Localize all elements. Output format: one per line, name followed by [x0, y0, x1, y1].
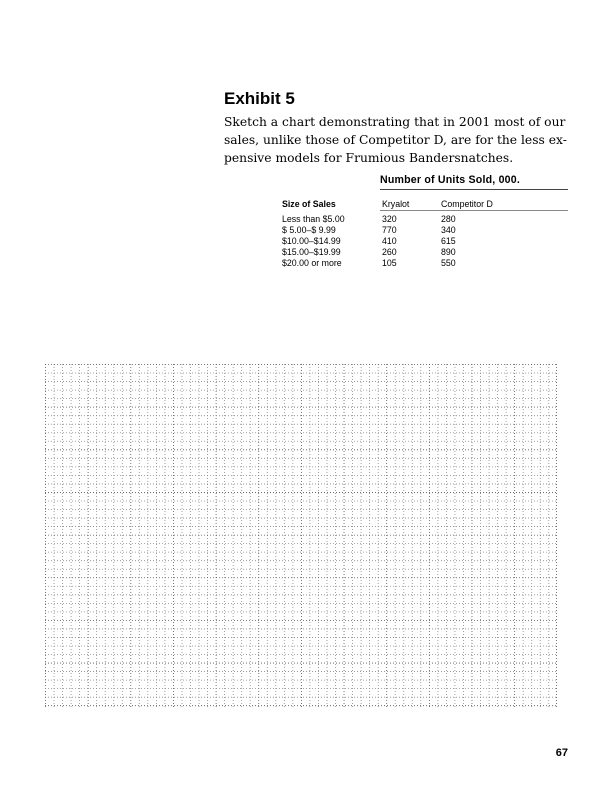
cell-size: Less than $5.00 [282, 214, 345, 224]
cell-size: $20.00 or more [282, 258, 342, 268]
cell-competitor: 890 [441, 247, 456, 257]
prompt-line: sales, unlike those of Competitor D, are for the less ex- [224, 133, 567, 147]
cell-size: $15.00–$19.99 [282, 247, 341, 257]
prompt-line: Sketch a chart demonstrating that in 2001 most of our [224, 115, 566, 129]
graph-paper-grid [45, 364, 557, 708]
cell-kryalot: 260 [382, 247, 397, 257]
prompt-line: pensive models for Frumious Bandersnatches. [224, 151, 514, 165]
column-header-rule [380, 210, 568, 211]
column-header-competitor: Competitor D [441, 199, 493, 209]
cell-kryalot: 105 [382, 258, 397, 268]
page-number: 67 [555, 747, 568, 759]
cell-competitor: 340 [441, 225, 456, 235]
exhibit-title: Exhibit 5 [224, 89, 295, 108]
table-top-rule [380, 189, 568, 190]
cell-kryalot: 770 [382, 225, 397, 235]
column-header-kryalot: Kryalot [382, 199, 410, 209]
cell-competitor: 280 [441, 214, 456, 224]
cell-kryalot: 320 [382, 214, 397, 224]
exhibit-prompt [224, 113, 567, 167]
cell-kryalot: 410 [382, 236, 397, 246]
cell-competitor: 615 [441, 236, 456, 246]
cell-competitor: 550 [441, 258, 456, 268]
cell-size: $ 5.00–$ 9.99 [282, 225, 336, 235]
table-header: Number of Units Sold, 000. [380, 174, 520, 186]
column-header-size: Size of Sales [282, 199, 336, 209]
cell-size: $10.00–$14.99 [282, 236, 341, 246]
